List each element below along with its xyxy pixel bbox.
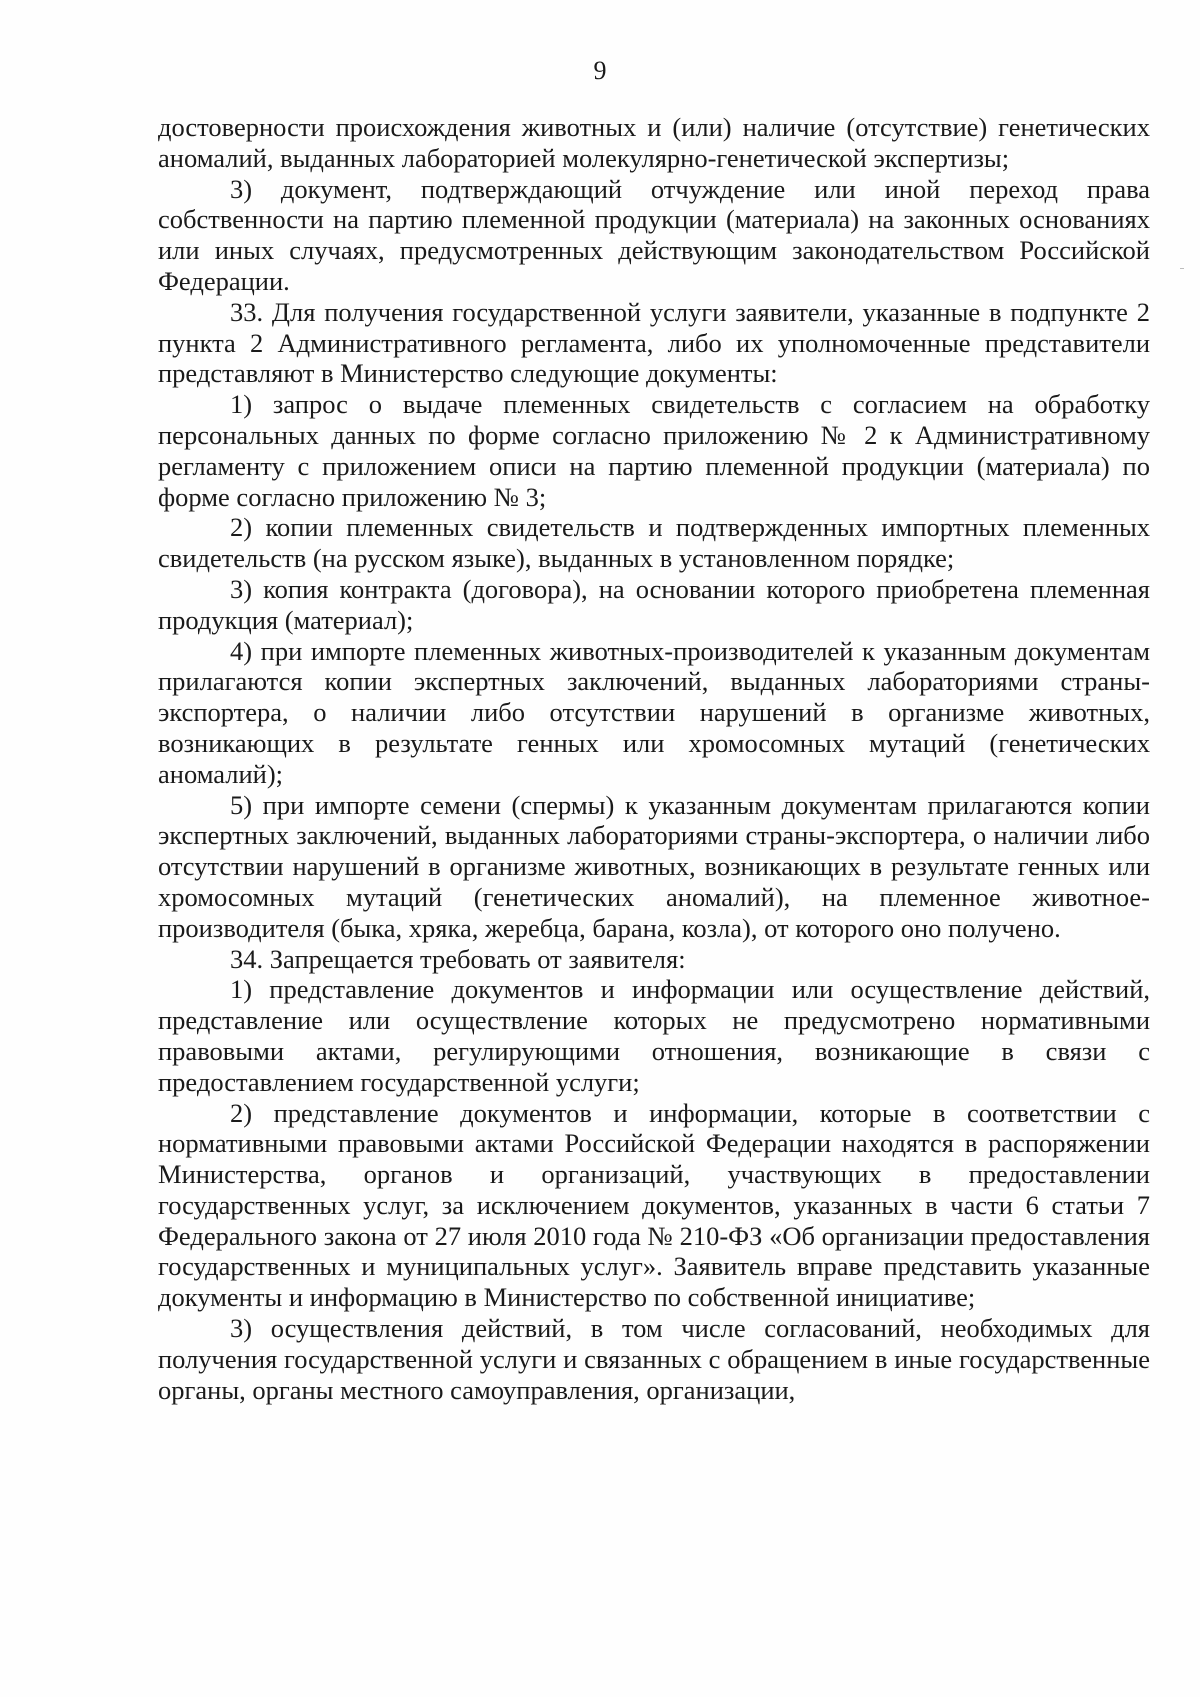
paragraph: 34. Запрещается требовать от заявителя: [230, 943, 686, 974]
scan-mark [1180, 268, 1184, 269]
paragraph: 3) документ, подтверждающий отчуждение или иной переход права собственности на партию племенной продукции (материала) на законных основаниях или иных случаях, предусмотренных действующим законодательством Российской Федерации. [158, 173, 1150, 296]
paragraph: 4) при импорте племенных животных-производителей к указанным документам прилагаются копии экспертных заключений, выданных лабораториями страны-экспортера, о наличии либо отсутствии нарушений в организме животных, возникающих в результате генных или хромосомных мутаций (генетических аномалий); [158, 635, 1150, 789]
paragraph: 3) копия контракта (договора), на основании которого приобретена племенная продукция (материал); [158, 573, 1150, 635]
paragraph: 1) запрос о выдаче племенных свидетельств с согласием на обработку персональных данных по форме согласно приложению № 2 к Административному регламенту с приложением описи на партию племенной продукции (материала) по форме согласно приложению № 3; [158, 389, 1150, 512]
paragraph: 2) представление документов и информации, которые в соответствии с нормативными правовыми актами Российской Федерации находятся в распоряжении Министерства, органов и организаций, участвующих в предоставлении государственных услуг, за исключением документов, указанных в части 6 статьи 7 Федерального закона от 27 июля 2010 года № 210-ФЗ «Об организации предоставления государственных и муниципальных услуг». Заявитель вправе представить указанные документы и информацию в Министерство по собственной инициативе; [158, 1097, 1150, 1313]
paragraph: 5) при импорте семени (спермы) к указанным документам прилагаются копии экспертных заключений, выданных лабораториями страны-экспортера, о наличии либо отсутствии нарушений в организме животных, возникающих в результате генных или хромосомных мутаций (генетических аномалий), на племенное животное-производителя (быка, хряка, жеребца, барана, козла), от которого оно получено. [158, 789, 1150, 943]
paragraph: 33. Для получения государственной услуги заявители, указанные в подпункте 2 пункта 2 Административного регламента, либо их уполномоченные представители представляют в Министерство следующие документы: [158, 296, 1150, 389]
paragraph: достоверности происхождения животных и (или) наличие (отсутствие) генетических аномалий, выданных лабораторией молекулярно-генетической экспертизы; [158, 112, 1150, 173]
paragraph: 3) осуществления действий, в том числе согласований, необходимых для получения государственной услуги и связанных с обращением в иные государственные органы, органы местного самоуправления, организации, [158, 1313, 1150, 1405]
paragraph: 1) представление документов и информации или осуществление действий, представление или осуществление которых не предусмотрено нормативными правовыми актами, регулирующими отношения, возникающие в связи с предоставлением государственной услуги; [158, 974, 1150, 1097]
paragraph: 2) копии племенных свидетельств и подтвержденных импортных племенных свидетельств (на русском языке), выданных в установленном порядке; [158, 512, 1150, 574]
page-number: 9 [593, 56, 607, 85]
document-body [158, 112, 1150, 1405]
